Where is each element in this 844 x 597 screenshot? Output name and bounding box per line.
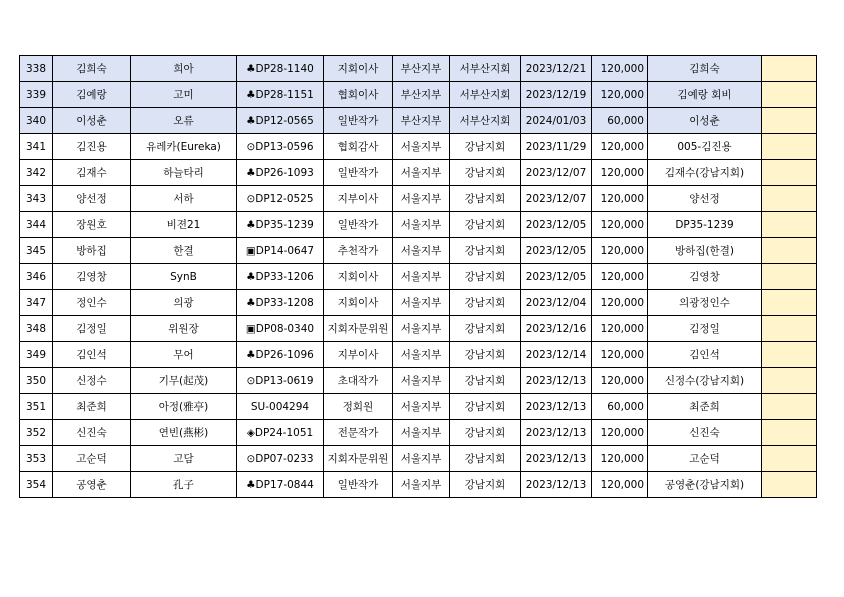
member-code-cell: ♣DP28-1151 <box>237 82 324 108</box>
pen-name-cell: 고미 <box>131 82 237 108</box>
member-code-cell: ▣DP08-0340 <box>237 316 324 342</box>
row-number-cell: 340 <box>20 108 53 134</box>
member-name-cell: 신진숙 <box>53 420 131 446</box>
row-number-cell: 344 <box>20 212 53 238</box>
branch-cell: 서울지부 <box>393 186 450 212</box>
member-name-cell: 최준희 <box>53 394 131 420</box>
row-number-cell: 343 <box>20 186 53 212</box>
amount-cell: 120,000 <box>592 238 648 264</box>
depositor-cell: 김예랑 회비 <box>648 82 762 108</box>
note-cell <box>762 212 817 238</box>
branch-cell: 서울지부 <box>393 134 450 160</box>
member-code-cell: ♣DP33-1206 <box>237 264 324 290</box>
amount-cell: 120,000 <box>592 342 648 368</box>
chapter-cell: 강남지회 <box>450 212 521 238</box>
amount-cell: 120,000 <box>592 316 648 342</box>
chapter-cell: 강남지회 <box>450 238 521 264</box>
member-fee-table <box>19 55 817 498</box>
pen-name-cell: 희아 <box>131 56 237 82</box>
chapter-cell: 서부산지회 <box>450 56 521 82</box>
note-cell <box>762 160 817 186</box>
row-number-cell: 349 <box>20 342 53 368</box>
branch-cell: 서울지부 <box>393 212 450 238</box>
branch-cell: 서울지부 <box>393 420 450 446</box>
member-name-cell: 김정일 <box>53 316 131 342</box>
member-code-cell: ♣DP26-1093 <box>237 160 324 186</box>
amount-cell: 120,000 <box>592 368 648 394</box>
pen-name-cell: 한결 <box>131 238 237 264</box>
position-cell: 일반작가 <box>324 472 393 498</box>
payment-date-cell: 2023/12/13 <box>521 368 592 394</box>
member-name-cell: 정인수 <box>53 290 131 316</box>
branch-cell: 서울지부 <box>393 342 450 368</box>
chapter-cell: 강남지회 <box>450 160 521 186</box>
note-cell <box>762 186 817 212</box>
note-cell <box>762 394 817 420</box>
table-row <box>20 394 817 420</box>
member-code-cell: ♣DP17-0844 <box>237 472 324 498</box>
payment-date-cell: 2023/11/29 <box>521 134 592 160</box>
amount-cell: 120,000 <box>592 472 648 498</box>
amount-cell: 120,000 <box>592 446 648 472</box>
depositor-cell: DP35-1239 <box>648 212 762 238</box>
position-cell: 지회이사 <box>324 290 393 316</box>
branch-cell: 부산지부 <box>393 108 450 134</box>
depositor-cell: 신정수(강남지회) <box>648 368 762 394</box>
table-row <box>20 420 817 446</box>
member-name-cell: 김희숙 <box>53 56 131 82</box>
member-code-cell: ⊙DP13-0596 <box>237 134 324 160</box>
chapter-cell: 강남지회 <box>450 186 521 212</box>
payment-date-cell: 2023/12/04 <box>521 290 592 316</box>
member-name-cell: 김예랑 <box>53 82 131 108</box>
depositor-cell: 공영춘(강남지회) <box>648 472 762 498</box>
pen-name-cell: 아정(雅亭) <box>131 394 237 420</box>
table-row <box>20 212 817 238</box>
payment-date-cell: 2024/01/03 <box>521 108 592 134</box>
amount-cell: 120,000 <box>592 56 648 82</box>
member-code-cell: ♣DP26-1096 <box>237 342 324 368</box>
chapter-cell: 강남지회 <box>450 264 521 290</box>
note-cell <box>762 238 817 264</box>
depositor-cell: 김재수(강남지회) <box>648 160 762 186</box>
member-name-cell: 김재수 <box>53 160 131 186</box>
note-cell <box>762 108 817 134</box>
note-cell <box>762 56 817 82</box>
chapter-cell: 강남지회 <box>450 134 521 160</box>
amount-cell: 120,000 <box>592 134 648 160</box>
note-cell <box>762 134 817 160</box>
chapter-cell: 서부산지회 <box>450 108 521 134</box>
position-cell: 일반작가 <box>324 160 393 186</box>
note-cell <box>762 290 817 316</box>
position-cell: 정회원 <box>324 394 393 420</box>
member-name-cell: 장원호 <box>53 212 131 238</box>
member-code-cell: ♣DP12-0565 <box>237 108 324 134</box>
amount-cell: 120,000 <box>592 82 648 108</box>
pen-name-cell: 孔子 <box>131 472 237 498</box>
member-name-cell: 김영창 <box>53 264 131 290</box>
payment-date-cell: 2023/12/05 <box>521 264 592 290</box>
member-code-cell: ♣DP35-1239 <box>237 212 324 238</box>
member-name-cell: 김진용 <box>53 134 131 160</box>
table-row <box>20 160 817 186</box>
payment-date-cell: 2023/12/13 <box>521 472 592 498</box>
member-code-cell: ⊙DP07-0233 <box>237 446 324 472</box>
position-cell: 지회이사 <box>324 264 393 290</box>
row-number-cell: 341 <box>20 134 53 160</box>
table-row <box>20 342 817 368</box>
note-cell <box>762 316 817 342</box>
payment-date-cell: 2023/12/13 <box>521 394 592 420</box>
amount-cell: 60,000 <box>592 108 648 134</box>
table-row <box>20 186 817 212</box>
chapter-cell: 서부산지회 <box>450 82 521 108</box>
pen-name-cell: 서하 <box>131 186 237 212</box>
member-name-cell: 공영춘 <box>53 472 131 498</box>
chapter-cell: 강남지회 <box>450 446 521 472</box>
table-row <box>20 446 817 472</box>
note-cell <box>762 420 817 446</box>
row-number-cell: 339 <box>20 82 53 108</box>
branch-cell: 서울지부 <box>393 472 450 498</box>
note-cell <box>762 342 817 368</box>
pen-name-cell: 고담 <box>131 446 237 472</box>
member-name-cell: 방하집 <box>53 238 131 264</box>
payment-date-cell: 2023/12/19 <box>521 82 592 108</box>
member-code-cell: ♣DP33-1208 <box>237 290 324 316</box>
pen-name-cell: 무어 <box>131 342 237 368</box>
amount-cell: 120,000 <box>592 160 648 186</box>
depositor-cell: 의광정인수 <box>648 290 762 316</box>
table-row <box>20 56 817 82</box>
table-row <box>20 472 817 498</box>
amount-cell: 120,000 <box>592 290 648 316</box>
position-cell: 지회자문위원 <box>324 446 393 472</box>
row-number-cell: 351 <box>20 394 53 420</box>
payment-date-cell: 2023/12/13 <box>521 446 592 472</box>
row-number-cell: 354 <box>20 472 53 498</box>
payment-date-cell: 2023/12/05 <box>521 238 592 264</box>
amount-cell: 120,000 <box>592 264 648 290</box>
depositor-cell: 신진숙 <box>648 420 762 446</box>
branch-cell: 서울지부 <box>393 264 450 290</box>
branch-cell: 서울지부 <box>393 290 450 316</box>
chapter-cell: 강남지회 <box>450 420 521 446</box>
depositor-cell: 방하집(한결) <box>648 238 762 264</box>
member-code-cell: ◈DP24-1051 <box>237 420 324 446</box>
note-cell <box>762 446 817 472</box>
branch-cell: 부산지부 <box>393 56 450 82</box>
depositor-cell: 최준희 <box>648 394 762 420</box>
chapter-cell: 강남지회 <box>450 472 521 498</box>
position-cell: 지회자문위원 <box>324 316 393 342</box>
amount-cell: 60,000 <box>592 394 648 420</box>
payment-date-cell: 2023/12/13 <box>521 420 592 446</box>
branch-cell: 서울지부 <box>393 238 450 264</box>
depositor-cell: 양선정 <box>648 186 762 212</box>
branch-cell: 서울지부 <box>393 394 450 420</box>
payment-date-cell: 2023/12/07 <box>521 160 592 186</box>
depositor-cell: 김인석 <box>648 342 762 368</box>
member-code-cell: ♣DP28-1140 <box>237 56 324 82</box>
depositor-cell: 고순덕 <box>648 446 762 472</box>
pen-name-cell: 연빈(燕彬) <box>131 420 237 446</box>
row-number-cell: 345 <box>20 238 53 264</box>
payment-date-cell: 2023/12/16 <box>521 316 592 342</box>
member-name-cell: 이성춘 <box>53 108 131 134</box>
chapter-cell: 강남지회 <box>450 342 521 368</box>
note-cell <box>762 368 817 394</box>
position-cell: 협회감사 <box>324 134 393 160</box>
table-row <box>20 316 817 342</box>
row-number-cell: 346 <box>20 264 53 290</box>
depositor-cell: 이성춘 <box>648 108 762 134</box>
member-code-cell: ⊙DP12-0525 <box>237 186 324 212</box>
position-cell: 초대작가 <box>324 368 393 394</box>
chapter-cell: 강남지회 <box>450 316 521 342</box>
table-row <box>20 82 817 108</box>
position-cell: 협회이사 <box>324 82 393 108</box>
member-name-cell: 양선정 <box>53 186 131 212</box>
chapter-cell: 강남지회 <box>450 290 521 316</box>
depositor-cell: 김희숙 <box>648 56 762 82</box>
pen-name-cell: 유레카(Eureka) <box>131 134 237 160</box>
table-row <box>20 264 817 290</box>
pen-name-cell: 오류 <box>131 108 237 134</box>
note-cell <box>762 472 817 498</box>
pen-name-cell: 비젼21 <box>131 212 237 238</box>
row-number-cell: 350 <box>20 368 53 394</box>
table-row <box>20 238 817 264</box>
payment-date-cell: 2023/12/21 <box>521 56 592 82</box>
member-code-cell: SU-004294 <box>237 394 324 420</box>
payment-date-cell: 2023/12/14 <box>521 342 592 368</box>
row-number-cell: 348 <box>20 316 53 342</box>
depositor-cell: 005-김진용 <box>648 134 762 160</box>
table-row <box>20 108 817 134</box>
position-cell: 일반작가 <box>324 108 393 134</box>
member-name-cell: 고순덕 <box>53 446 131 472</box>
amount-cell: 120,000 <box>592 186 648 212</box>
row-number-cell: 338 <box>20 56 53 82</box>
pen-name-cell: 위원장 <box>131 316 237 342</box>
note-cell <box>762 264 817 290</box>
row-number-cell: 352 <box>20 420 53 446</box>
row-number-cell: 347 <box>20 290 53 316</box>
row-number-cell: 342 <box>20 160 53 186</box>
member-name-cell: 신정수 <box>53 368 131 394</box>
payment-date-cell: 2023/12/05 <box>521 212 592 238</box>
table-row <box>20 290 817 316</box>
depositor-cell: 김영창 <box>648 264 762 290</box>
member-code-cell: ▣DP14-0647 <box>237 238 324 264</box>
position-cell: 전문작가 <box>324 420 393 446</box>
payment-date-cell: 2023/12/07 <box>521 186 592 212</box>
branch-cell: 서울지부 <box>393 316 450 342</box>
branch-cell: 서울지부 <box>393 446 450 472</box>
position-cell: 추천작가 <box>324 238 393 264</box>
amount-cell: 120,000 <box>592 420 648 446</box>
branch-cell: 부산지부 <box>393 82 450 108</box>
chapter-cell: 강남지회 <box>450 394 521 420</box>
branch-cell: 서울지부 <box>393 368 450 394</box>
pen-name-cell: SynB <box>131 264 237 290</box>
branch-cell: 서울지부 <box>393 160 450 186</box>
member-name-cell: 김인석 <box>53 342 131 368</box>
pen-name-cell: 하늘타리 <box>131 160 237 186</box>
amount-cell: 120,000 <box>592 212 648 238</box>
table-row <box>20 134 817 160</box>
position-cell: 지회이사 <box>324 56 393 82</box>
member-code-cell: ⊙DP13-0619 <box>237 368 324 394</box>
chapter-cell: 강남지회 <box>450 368 521 394</box>
pen-name-cell: 의광 <box>131 290 237 316</box>
row-number-cell: 353 <box>20 446 53 472</box>
depositor-cell: 김정일 <box>648 316 762 342</box>
position-cell: 지부이사 <box>324 342 393 368</box>
note-cell <box>762 82 817 108</box>
position-cell: 일반작가 <box>324 212 393 238</box>
table-row <box>20 368 817 394</box>
position-cell: 지부이사 <box>324 186 393 212</box>
pen-name-cell: 기무(起茂) <box>131 368 237 394</box>
